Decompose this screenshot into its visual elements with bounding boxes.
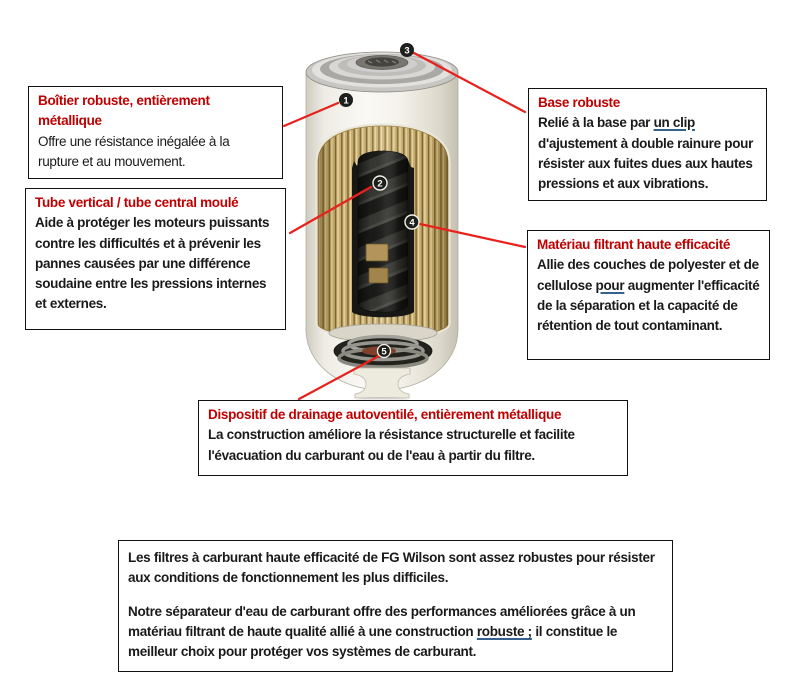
callout-badge-4 bbox=[405, 215, 419, 229]
summary-paragraph-2-post: il constitue le meilleur choix pour protéger vos systèmes de carburant. bbox=[128, 623, 618, 659]
callout-media-body-pre: Allie des couches de polyester et de cellulose bbox=[537, 257, 759, 293]
svg-text:2: 2 bbox=[377, 178, 383, 190]
summary-box bbox=[118, 540, 673, 672]
svg-text:4: 4 bbox=[409, 217, 415, 229]
callout-badge-5 bbox=[378, 345, 391, 358]
callout-tube-body: Aide à protéger les moteurs puissants contre les difficultés et à prévenir les pannes causées par une différence soudaine entre les pressions internes et externes. bbox=[35, 215, 270, 312]
summary-paragraph-2-pre: Notre séparateur d'eau de carburant offre des performances améliorées grâce à un matériau filtrant de haute qualité allié à une construction bbox=[128, 603, 636, 639]
filter-center-tube bbox=[358, 151, 408, 312]
callout-drain bbox=[198, 400, 628, 476]
callout-media bbox=[527, 230, 770, 360]
filter-lid bbox=[306, 52, 458, 92]
callout-base-body-underlined: un clip bbox=[653, 115, 695, 131]
callout-base-title: Base robuste bbox=[538, 95, 620, 110]
callout-base bbox=[528, 88, 767, 201]
callout-media-body-post: augmenter l'efficacité de la séparation et la capacité de rétention de tout contaminant. bbox=[537, 277, 760, 333]
summary-paragraph-2-underlined: robuste ; bbox=[476, 623, 532, 639]
callout-tube bbox=[25, 188, 286, 330]
callout-base-body-pre: Relié à la base par bbox=[538, 115, 654, 131]
callout-base-body-post: d'ajustement à double rainure pour résister aux fuites dues aux hautes pressions et aux vibrations. bbox=[538, 135, 754, 191]
callout-badge-3 bbox=[400, 43, 414, 57]
callout-housing-title: Boîtier robuste, entièrement métallique bbox=[38, 93, 210, 129]
callout-media-body-underlined: pour bbox=[595, 277, 625, 293]
callout-drain-title: Dispositif de drainage autoventilé, entièrement métallique bbox=[208, 407, 562, 422]
summary-paragraph-2 bbox=[128, 602, 663, 663]
callout-badge-1 bbox=[339, 93, 353, 107]
callout-tube-title: Tube vertical / tube central moulé bbox=[35, 195, 239, 210]
summary-paragraph-1: Les filtres à carburant haute efficacité de FG Wilson sont assez robustes pour résister aux conditions de fonctionnement les plus difficiles. bbox=[128, 550, 655, 586]
callout-base-body bbox=[538, 113, 757, 194]
callout-media-title: Matériau filtrant haute efficacité bbox=[537, 237, 731, 252]
callout-housing-body: Offre une résistance inégalée à la rupture et au mouvement. bbox=[38, 133, 230, 169]
callout-drain-body: La construction améliore la résistance structurelle et facilite l'évacuation du carburant ou de l'eau à partir du filtre. bbox=[208, 427, 575, 463]
callout-media-body bbox=[537, 255, 760, 336]
svg-text:3: 3 bbox=[404, 45, 410, 57]
callout-badge-2 bbox=[373, 176, 387, 190]
svg-text:5: 5 bbox=[381, 346, 387, 358]
callout-housing bbox=[28, 86, 283, 179]
svg-text:1: 1 bbox=[343, 95, 349, 107]
